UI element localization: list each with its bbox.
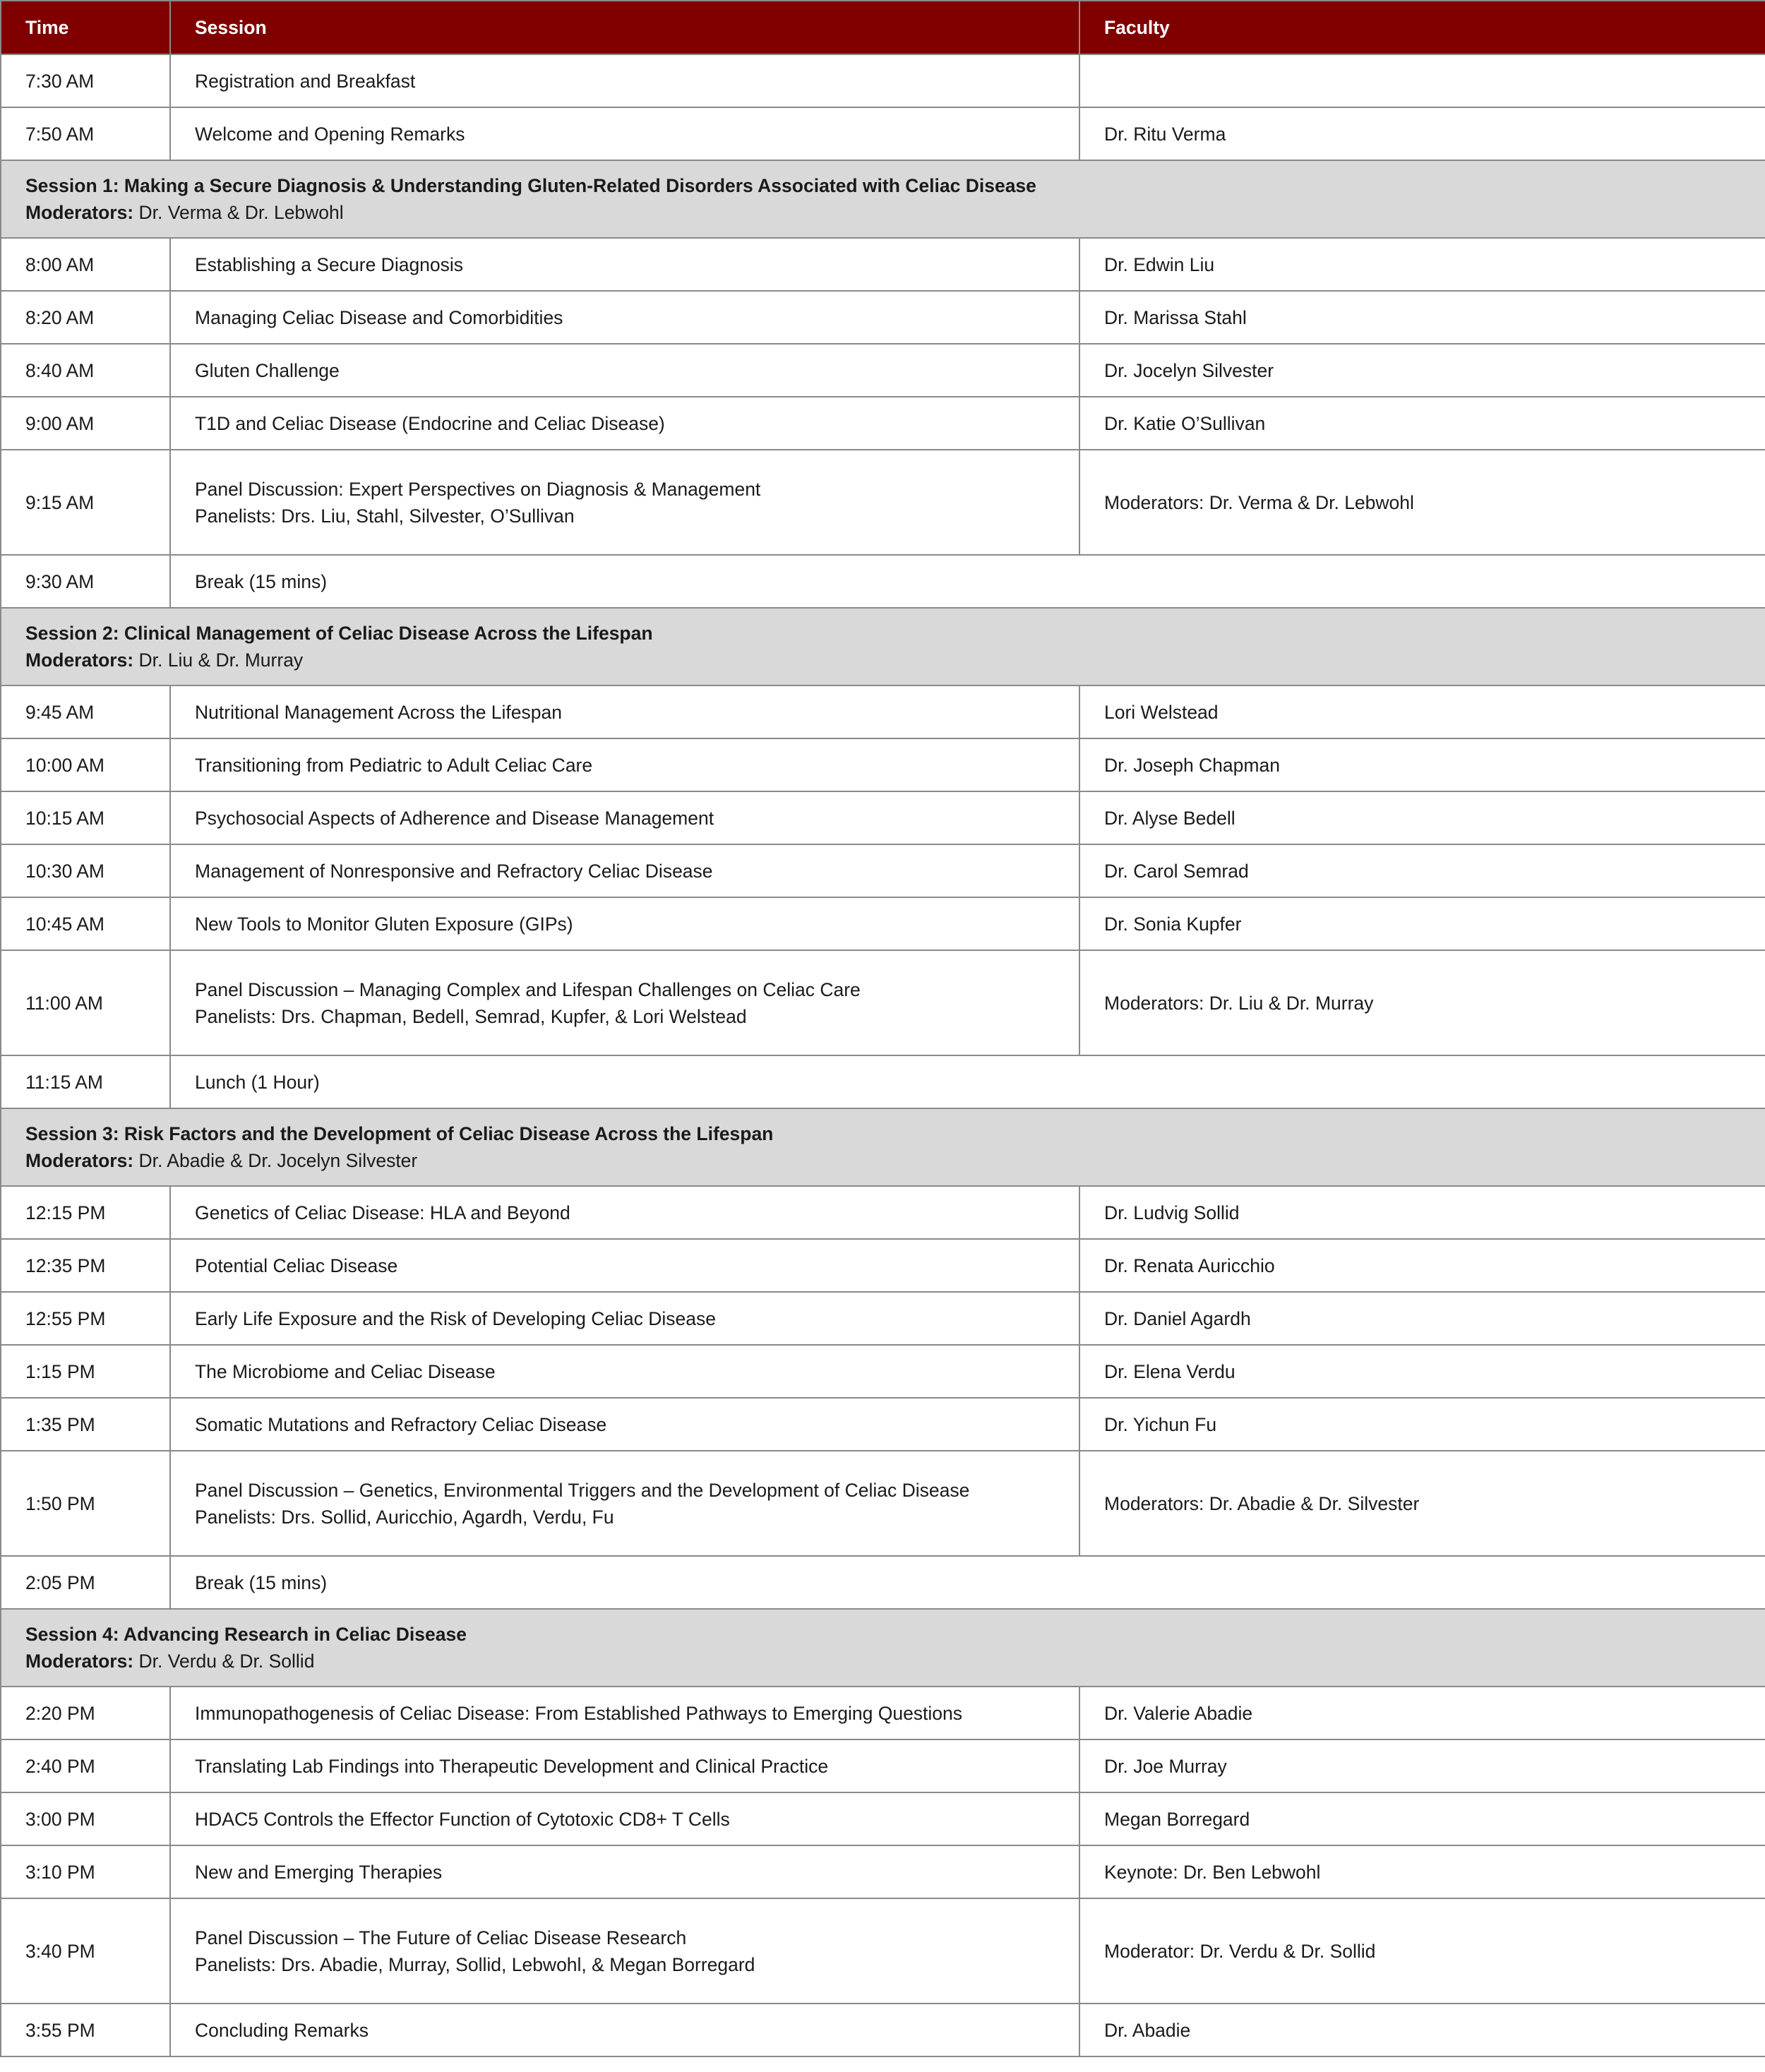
panelists-line: Panelists: Drs. Chapman, Bedell, Semrad, Kupfer, & Lori Welstead [195, 1005, 747, 1027]
time-cell: 9:30 AM [1, 555, 170, 608]
session-cell: Establishing a Secure Diagnosis [170, 238, 1079, 291]
session-line: Panel Discussion – The Future of Celiac Disease Research [195, 1927, 687, 1948]
faculty-cell: Dr. Sonia Kupfer [1079, 897, 1765, 950]
table-header-row [1, 1, 1765, 54]
table-row [1, 1451, 1765, 1556]
moderators-label: Moderators: [25, 202, 134, 223]
table-row [1, 450, 1765, 555]
session-cell: Translating Lab Findings into Therapeutic Development and Clinical Practice [170, 1739, 1079, 1792]
faculty-cell: Dr. Carol Semrad [1079, 844, 1765, 897]
session-cell: Break (15 mins) [170, 555, 1765, 608]
time-cell: 1:15 PM [1, 1345, 170, 1398]
session-title: Session 1: Making a Secure Diagnosis & Understanding Gluten-Related Disorders Associated with Celiac Disease [25, 175, 1036, 196]
faculty-cell: Dr. Daniel Agardh [1079, 1292, 1765, 1345]
faculty-cell: Dr. Joe Murray [1079, 1739, 1765, 1792]
time-cell: 8:40 AM [1, 344, 170, 397]
session-header-cell [1, 1108, 1765, 1186]
faculty-cell: Moderators: Dr. Verma & Dr. Lebwohl [1079, 450, 1765, 555]
faculty-cell: Dr. Alyse Bedell [1079, 791, 1765, 844]
session-cell: The Microbiome and Celiac Disease [170, 1345, 1079, 1398]
faculty-cell: Dr. Ludvig Sollid [1079, 1186, 1765, 1239]
table-row [1, 54, 1765, 107]
time-cell: 12:55 PM [1, 1292, 170, 1345]
session-cell: T1D and Celiac Disease (Endocrine and Celiac Disease) [170, 397, 1079, 450]
time-cell: 3:10 PM [1, 1845, 170, 1898]
time-cell: 8:00 AM [1, 238, 170, 291]
session-cell: New and Emerging Therapies [170, 1845, 1079, 1898]
session-cell: Welcome and Opening Remarks [170, 107, 1079, 160]
faculty-cell: Dr. Marissa Stahl [1079, 291, 1765, 344]
session-cell: Nutritional Management Across the Lifespan [170, 685, 1079, 738]
table-row [1, 950, 1765, 1055]
session-cell: Management of Nonresponsive and Refractory Celiac Disease [170, 844, 1079, 897]
faculty-cell: Dr. Edwin Liu [1079, 238, 1765, 291]
panelists-line: Panelists: Drs. Abadie, Murray, Sollid, Lebwohl, & Megan Borregard [195, 1953, 755, 1975]
time-cell: 3:40 PM [1, 1898, 170, 2004]
panelists-line: Panelists: Drs. Sollid, Auricchio, Agardh, Verdu, Fu [195, 1506, 614, 1528]
faculty-cell: Dr. Abadie [1079, 2004, 1765, 2056]
session-cell: Potential Celiac Disease [170, 1239, 1079, 1292]
session-cell [170, 1451, 1079, 1556]
session-header-row [1, 160, 1765, 238]
time-cell: 10:45 AM [1, 897, 170, 950]
table-row [1, 1239, 1765, 1292]
moderators-label: Moderators: [25, 1150, 134, 1171]
table-row [1, 1898, 1765, 2004]
table-row [1, 1845, 1765, 1898]
faculty-cell: Moderators: Dr. Abadie & Dr. Silvester [1079, 1451, 1765, 1556]
panelists-line: Panelists: Drs. Liu, Stahl, Silvester, O’Sullivan [195, 505, 575, 527]
table-row [1, 238, 1765, 291]
time-cell: 2:05 PM [1, 1556, 170, 1609]
table-row [1, 1055, 1765, 1108]
session-cell: Transitioning from Pediatric to Adult Celiac Care [170, 738, 1079, 791]
session-cell: Concluding Remarks [170, 2004, 1079, 2056]
faculty-cell: Moderators: Dr. Liu & Dr. Murray [1079, 950, 1765, 1055]
session-moderators: Dr. Verdu & Dr. Sollid [138, 1651, 315, 1672]
session-line: Panel Discussion – Managing Complex and Lifespan Challenges on Celiac Care [195, 978, 861, 1000]
faculty-cell: Dr. Valerie Abadie [1079, 1687, 1765, 1739]
table-row [1, 2004, 1765, 2056]
faculty-cell: Moderator: Dr. Verdu & Dr. Sollid [1079, 1898, 1765, 2004]
moderators-label: Moderators: [25, 649, 134, 671]
session-cell: Immunopathogenesis of Celiac Disease: From Established Pathways to Emerging Questions [170, 1687, 1079, 1739]
header-faculty: Faculty [1079, 1, 1765, 54]
table-row [1, 1556, 1765, 1609]
session-cell [170, 1898, 1079, 2004]
table-row [1, 1292, 1765, 1345]
time-cell: 2:40 PM [1, 1739, 170, 1792]
session-header-cell [1, 160, 1765, 238]
session-title: Session 4: Advancing Research in Celiac Disease [25, 1624, 467, 1645]
table-row [1, 897, 1765, 950]
time-cell: 11:00 AM [1, 950, 170, 1055]
faculty-cell: Dr. Yichun Fu [1079, 1398, 1765, 1451]
header-time: Time [1, 1, 170, 54]
time-cell: 9:45 AM [1, 685, 170, 738]
session-cell: Genetics of Celiac Disease: HLA and Beyond [170, 1186, 1079, 1239]
faculty-cell: Dr. Ritu Verma [1079, 107, 1765, 160]
session-header-cell [1, 608, 1765, 685]
faculty-cell: Dr. Renata Auricchio [1079, 1239, 1765, 1292]
faculty-cell: Dr. Katie O’Sullivan [1079, 397, 1765, 450]
session-cell: Gluten Challenge [170, 344, 1079, 397]
faculty-cell [1079, 54, 1765, 107]
table-row [1, 107, 1765, 160]
table-row [1, 397, 1765, 450]
session-title: Session 2: Clinical Management of Celiac Disease Across the Lifespan [25, 623, 653, 644]
session-cell: Psychosocial Aspects of Adherence and Disease Management [170, 791, 1079, 844]
session-cell: Registration and Breakfast [170, 54, 1079, 107]
time-cell: 7:30 AM [1, 54, 170, 107]
session-cell: Early Life Exposure and the Risk of Developing Celiac Disease [170, 1292, 1079, 1345]
session-cell: Lunch (1 Hour) [170, 1055, 1765, 1108]
session-moderators: Dr. Abadie & Dr. Jocelyn Silvester [138, 1150, 418, 1171]
session-line: Panel Discussion: Expert Perspectives on Diagnosis & Management [195, 478, 761, 500]
time-cell: 7:50 AM [1, 107, 170, 160]
session-moderators: Dr. Verma & Dr. Lebwohl [138, 202, 344, 223]
table-row [1, 1345, 1765, 1398]
faculty-cell: Keynote: Dr. Ben Lebwohl [1079, 1845, 1765, 1898]
time-cell: 8:20 AM [1, 291, 170, 344]
time-cell: 2:20 PM [1, 1687, 170, 1739]
session-header-cell [1, 1609, 1765, 1687]
moderators-label: Moderators: [25, 1651, 134, 1672]
time-cell: 12:15 PM [1, 1186, 170, 1239]
table-row [1, 791, 1765, 844]
session-header-row [1, 1609, 1765, 1687]
faculty-cell: Dr. Elena Verdu [1079, 1345, 1765, 1398]
table-row [1, 685, 1765, 738]
session-cell: HDAC5 Controls the Effector Function of Cytotoxic CD8+ T Cells [170, 1792, 1079, 1845]
session-cell [170, 450, 1079, 555]
faculty-cell: Dr. Joseph Chapman [1079, 738, 1765, 791]
time-cell: 10:30 AM [1, 844, 170, 897]
faculty-cell: Lori Welstead [1079, 685, 1765, 738]
session-cell: New Tools to Monitor Gluten Exposure (GIPs) [170, 897, 1079, 950]
time-cell: 9:15 AM [1, 450, 170, 555]
time-cell: 12:35 PM [1, 1239, 170, 1292]
time-cell: 1:35 PM [1, 1398, 170, 1451]
session-cell: Somatic Mutations and Refractory Celiac Disease [170, 1398, 1079, 1451]
table-row [1, 555, 1765, 608]
header-session: Session [170, 1, 1079, 54]
table-row [1, 1792, 1765, 1845]
table-row [1, 291, 1765, 344]
table-row [1, 1687, 1765, 1739]
session-cell: Managing Celiac Disease and Comorbidities [170, 291, 1079, 344]
session-title: Session 3: Risk Factors and the Development of Celiac Disease Across the Lifespan [25, 1123, 774, 1144]
table-row [1, 1186, 1765, 1239]
session-moderators: Dr. Liu & Dr. Murray [138, 649, 304, 671]
time-cell: 10:15 AM [1, 791, 170, 844]
session-header-row [1, 1108, 1765, 1186]
session-cell [170, 950, 1079, 1055]
table-row [1, 844, 1765, 897]
table-row [1, 738, 1765, 791]
time-cell: 10:00 AM [1, 738, 170, 791]
faculty-cell: Megan Borregard [1079, 1792, 1765, 1845]
time-cell: 3:00 PM [1, 1792, 170, 1845]
time-cell: 9:00 AM [1, 397, 170, 450]
time-cell: 11:15 AM [1, 1055, 170, 1108]
time-cell: 1:50 PM [1, 1451, 170, 1556]
time-cell: 3:55 PM [1, 2004, 170, 2056]
session-header-row [1, 608, 1765, 685]
table-row [1, 1398, 1765, 1451]
session-line: Panel Discussion – Genetics, Environmental Triggers and the Development of Celiac Disease [195, 1479, 970, 1501]
table-row [1, 1739, 1765, 1792]
faculty-cell: Dr. Jocelyn Silvester [1079, 344, 1765, 397]
table-row [1, 344, 1765, 397]
session-cell: Break (15 mins) [170, 1556, 1765, 1609]
